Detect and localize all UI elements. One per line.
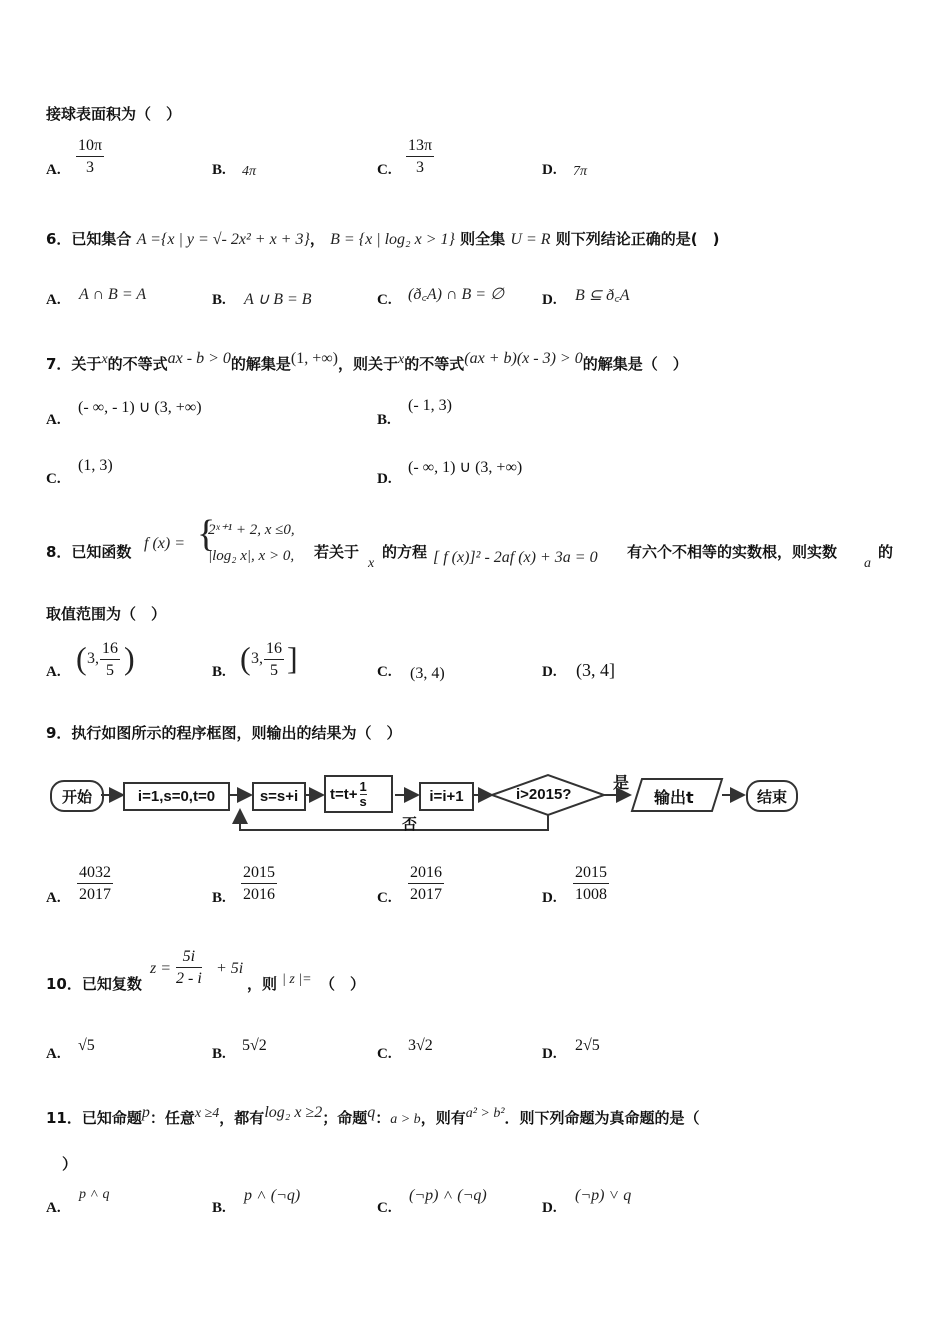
q7-var-x2: x — [398, 352, 405, 367]
q5-option-d-label: D. — [542, 162, 557, 178]
flow-t-fraction — [360, 780, 367, 809]
q10-option-b-label: B. — [212, 1046, 226, 1062]
q11-stem-line2: ） — [62, 1155, 78, 1173]
flow-no-label: 否 — [402, 815, 418, 833]
q8-option-a-label: A. — [46, 664, 61, 680]
q7-option-c-label: C. — [46, 471, 61, 487]
flow-i-step: i=i+1 — [419, 782, 474, 811]
q10-fraction — [176, 948, 202, 988]
q8-stem-prefix: 8．已知函数 — [46, 543, 132, 561]
flow-s-step: s=s+i — [252, 782, 306, 811]
q8-piece-1: 2ˣ⁺¹ + 2, x ≤0, — [208, 522, 295, 538]
q10-plus-term: + 5i — [216, 960, 244, 977]
flow-t-step — [324, 775, 393, 813]
q11-p3: ，都有 — [219, 1109, 265, 1127]
flow-init: i=1,s=0,t=0 — [123, 782, 230, 811]
q6-option-a-label: A. — [46, 292, 61, 308]
fraction-denominator: 5 — [270, 662, 278, 679]
q6-option-d-label: D. — [542, 292, 557, 308]
q10-option-b-value: 5√2 — [242, 1037, 267, 1054]
q10-option-c-label: C. — [377, 1046, 392, 1062]
q11-stem — [46, 1104, 700, 1128]
q11-option-d-label: D. — [542, 1200, 557, 1216]
q6-suffix: 则下列结论正确的是( ) — [555, 230, 720, 248]
q5-option-a-label: A. — [46, 162, 61, 178]
q8-option-d-value: (3, 4] — [576, 660, 615, 680]
q11-cond: x ≥4 — [194, 1106, 220, 1121]
q11-var-q: q — [367, 1104, 376, 1121]
fraction-numerator: 2015 — [573, 864, 609, 884]
q8-option-d-label: D. — [542, 664, 557, 680]
flow-t-step-label: t=t+ — [330, 785, 358, 803]
fraction-numerator: 10π — [76, 137, 104, 157]
fraction-denominator: 5 — [106, 662, 114, 679]
q7-option-d-label: D. — [377, 471, 392, 487]
fraction-denominator: 2017 — [79, 886, 111, 903]
q8-option-b-label: B. — [212, 664, 226, 680]
q7-option-b-value: (- 1, 3) — [408, 397, 452, 414]
q11-var-p: p — [141, 1104, 150, 1121]
q11-option-a-label: A. — [46, 1200, 61, 1216]
q5-option-c-label: C. — [377, 162, 392, 178]
q11-option-d-value: (¬p) ˅ q — [575, 1187, 632, 1204]
fraction-numerator: 4032 — [77, 864, 113, 884]
q6-option-b-label: B. — [212, 292, 226, 308]
q9-option-c-label: C. — [377, 890, 392, 906]
fraction-denominator: 2 - i — [176, 970, 202, 987]
q11-squares: a² > b² — [465, 1106, 505, 1121]
q5-option-b-value: 4π — [242, 164, 257, 179]
q9-option-b-fraction — [241, 864, 277, 904]
q8-p3: 的方程 — [382, 543, 428, 561]
q9-option-a-label: A. — [46, 890, 61, 906]
fraction-denominator: 1008 — [575, 886, 607, 903]
q11-p1: 11．已知命题 — [46, 1109, 142, 1127]
q9-stem: 9．执行如图所示的程序框图，则输出的结果为（ ） — [46, 724, 402, 742]
q10-option-c-value: 3√2 — [408, 1037, 433, 1054]
q7-p2: 的不等式 — [107, 355, 168, 373]
q7-p3: 的解集是 — [230, 355, 291, 373]
q9-option-b-label: B. — [212, 890, 226, 906]
q7-solution-set: (1, +∞) — [290, 350, 339, 367]
fraction-numerator: 5i — [176, 948, 202, 968]
q7-inequality-1: ax - b > 0 — [167, 350, 231, 367]
q8-var-a: a — [864, 556, 871, 571]
q6-option-c-label: C. — [377, 292, 392, 308]
q6-set-a: A ={x | y = √- 2x² + x + 3} — [136, 231, 310, 248]
flow-t-den: s — [359, 793, 367, 809]
fraction-numerator: 16 — [264, 640, 284, 660]
q5-stem-tail: 接球表面积为（ ） — [46, 105, 182, 123]
q11-p6: ，则有 — [420, 1109, 466, 1127]
q7-p5: 的不等式 — [404, 355, 465, 373]
q10-p2: ，则 — [247, 975, 278, 993]
q9-option-d-label: D. — [542, 890, 557, 906]
q7-option-a-value: (- ∞, - 1) ∪ (3, +∞) — [78, 399, 202, 416]
q6-set-b: B = {x | log₂ x > 1} — [330, 231, 455, 248]
q7-p4: ，则关于 — [338, 355, 399, 373]
q7-p6: 的解集是（ ） — [582, 355, 688, 373]
q5-option-d-value: 7π — [573, 164, 588, 179]
fraction-numerator: 2015 — [241, 864, 277, 884]
q8-option-a-left: 3, — [87, 650, 99, 667]
q8-function-name: f (x) = — [144, 535, 185, 552]
q8-option-a-open: ( — [76, 640, 87, 676]
q11-log: log₂ x ≥2 — [264, 1104, 323, 1121]
q10-option-d-label: D. — [542, 1046, 557, 1062]
q8-p2: 若关于 — [314, 543, 360, 561]
q7-option-b-label: B. — [377, 412, 391, 428]
q11-ab: a > b — [390, 1112, 421, 1127]
piecewise-brace: { — [197, 513, 216, 555]
q8-option-b-open: ( — [240, 640, 251, 676]
q8-option-a-close: ) — [124, 640, 135, 676]
fraction-numerator: 2016 — [408, 864, 444, 884]
q11-p7: ．则下列命题为真命题的是（ — [504, 1109, 700, 1127]
flow-t-num: 1 — [359, 778, 367, 794]
q8-option-b-close: ] — [287, 640, 298, 676]
fraction-denominator: 2017 — [410, 886, 442, 903]
q10-option-a-value: √5 — [78, 1037, 95, 1054]
q6-option-d-value: B ⊆ ð꜀A — [575, 287, 630, 304]
q6-mid: 则全集 — [460, 230, 506, 248]
q10-z-equals: z = — [150, 960, 172, 977]
q6-option-b-value: A ∪ B = B — [244, 291, 312, 308]
q7-option-d-value: (- ∞, 1) ∪ (3, +∞) — [408, 459, 523, 476]
q8-option-c-value: (3, 4) — [410, 665, 445, 682]
q8-piece-2: |log₂ x|, x > 0, — [208, 548, 295, 564]
q7-p1: 7．关于 — [46, 355, 102, 373]
q10-abs: | z |= — [282, 972, 312, 987]
q6-prefix: 6．已知集合 — [46, 230, 132, 248]
q11-option-c-value: (¬p) ˄ (¬q) — [409, 1187, 487, 1204]
q11-p2: ：任意 — [149, 1109, 195, 1127]
q11-option-b-label: B. — [212, 1200, 226, 1216]
q8-p5: 的 — [878, 543, 894, 561]
q5-option-b-label: B. — [212, 162, 226, 178]
q9-option-c-fraction — [408, 864, 444, 904]
q9-option-d-fraction — [573, 864, 609, 904]
q9-option-a-fraction — [77, 864, 113, 904]
q7-option-c-value: (1, 3) — [78, 457, 113, 474]
q8-var-x: x — [368, 556, 375, 571]
flow-condition: i>2015? — [516, 786, 572, 803]
q11-option-b-value: p ˄ (¬q) — [244, 1187, 301, 1204]
q8-equation: [ f (x)]² - 2af (x) + 3a = 0 — [433, 549, 598, 566]
flow-output: 输出t — [654, 788, 694, 807]
flow-start: 开始 — [50, 780, 104, 812]
q10-prefix: 10．已知复数 — [46, 975, 142, 993]
fraction-denominator: 3 — [416, 159, 425, 176]
q6-comma: ， — [309, 230, 325, 248]
fraction-denominator: 3 — [86, 159, 95, 176]
q6-option-a-value: A ∩ B = A — [79, 286, 147, 303]
q11-p4: ；命题 — [322, 1109, 368, 1127]
q8-option-c-label: C. — [377, 664, 392, 680]
q8-stem-line2: 取值范围为（ ） — [46, 605, 167, 623]
q7-inequality-2: (ax + b)(x - 3) > 0 — [464, 350, 583, 367]
q7-option-a-label: A. — [46, 412, 61, 428]
q6-option-c-value: (ð꜀A) ∩ B = ∅ — [408, 286, 505, 303]
flow-yes-label: 是 — [613, 773, 630, 792]
q6-universe: U = R — [510, 231, 551, 248]
fraction-numerator: 16 — [100, 640, 120, 660]
q8-p4: 有六个不相等的实数根，则实数 — [627, 543, 838, 561]
q10-option-d-value: 2√5 — [575, 1037, 600, 1054]
q11-option-c-label: C. — [377, 1200, 392, 1216]
q10-option-a-label: A. — [46, 1046, 61, 1062]
q8-option-b-left: 3, — [251, 650, 263, 667]
fraction-denominator: 2016 — [243, 886, 275, 903]
q11-p5: ： — [375, 1109, 391, 1127]
q10-p3: （ ） — [320, 975, 366, 993]
q11-option-a-value: p ˄ q — [79, 1187, 110, 1202]
flow-end: 结束 — [746, 780, 798, 812]
fraction-numerator: 13π — [406, 137, 434, 157]
q7-var-x: x — [101, 352, 108, 367]
